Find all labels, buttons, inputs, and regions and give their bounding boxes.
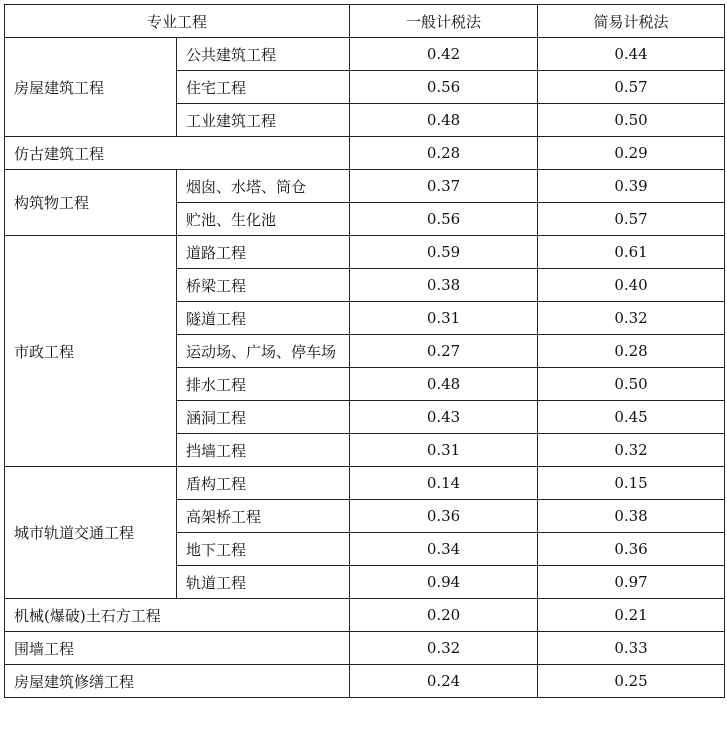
simple-rate-cell: 0.40 — [538, 269, 725, 302]
general-rate-cell: 0.14 — [350, 467, 538, 500]
subcategory-cell: 排水工程 — [177, 368, 350, 401]
subcategory-cell: 高架桥工程 — [177, 500, 350, 533]
subcategory-cell: 公共建筑工程 — [177, 38, 350, 71]
general-rate-cell: 0.24 — [350, 665, 538, 698]
general-rate-cell: 0.59 — [350, 236, 538, 269]
general-rate-cell: 0.56 — [350, 71, 538, 104]
table-row — [5, 170, 725, 203]
simple-rate-cell: 0.45 — [538, 401, 725, 434]
general-rate-cell: 0.37 — [350, 170, 538, 203]
subcategory-cell: 烟囱、水塔、筒仓 — [177, 170, 350, 203]
category-cell: 城市轨道交通工程 — [5, 467, 177, 599]
header-category: 专业工程 — [5, 5, 350, 38]
table-row — [5, 467, 725, 500]
general-rate-cell: 0.94 — [350, 566, 538, 599]
category-cell: 房屋建筑修缮工程 — [5, 665, 350, 698]
table-row — [5, 236, 725, 269]
general-rate-cell: 0.48 — [350, 368, 538, 401]
simple-rate-cell: 0.21 — [538, 599, 725, 632]
simple-rate-cell: 0.61 — [538, 236, 725, 269]
subcategory-cell: 挡墙工程 — [177, 434, 350, 467]
simple-rate-cell: 0.36 — [538, 533, 725, 566]
general-rate-cell: 0.36 — [350, 500, 538, 533]
simple-rate-cell: 0.25 — [538, 665, 725, 698]
simple-rate-cell: 0.28 — [538, 335, 725, 368]
general-rate-cell: 0.28 — [350, 137, 538, 170]
general-rate-cell: 0.48 — [350, 104, 538, 137]
subcategory-cell: 道路工程 — [177, 236, 350, 269]
subcategory-cell: 桥梁工程 — [177, 269, 350, 302]
header-general-tax: 一般计税法 — [350, 5, 538, 38]
simple-rate-cell: 0.97 — [538, 566, 725, 599]
simple-rate-cell: 0.57 — [538, 203, 725, 236]
general-rate-cell: 0.32 — [350, 632, 538, 665]
table-row — [5, 38, 725, 71]
simple-rate-cell: 0.32 — [538, 302, 725, 335]
simple-rate-cell: 0.38 — [538, 500, 725, 533]
general-rate-cell: 0.27 — [350, 335, 538, 368]
simple-rate-cell: 0.32 — [538, 434, 725, 467]
general-rate-cell: 0.56 — [350, 203, 538, 236]
subcategory-cell: 工业建筑工程 — [177, 104, 350, 137]
subcategory-cell: 地下工程 — [177, 533, 350, 566]
subcategory-cell: 轨道工程 — [177, 566, 350, 599]
general-rate-cell: 0.34 — [350, 533, 538, 566]
subcategory-cell: 盾构工程 — [177, 467, 350, 500]
table-row — [5, 632, 725, 665]
general-rate-cell: 0.42 — [350, 38, 538, 71]
category-cell: 构筑物工程 — [5, 170, 177, 236]
subcategory-cell: 住宅工程 — [177, 71, 350, 104]
table-row — [5, 665, 725, 698]
category-cell: 仿古建筑工程 — [5, 137, 350, 170]
simple-rate-cell: 0.33 — [538, 632, 725, 665]
simple-rate-cell: 0.29 — [538, 137, 725, 170]
general-rate-cell: 0.31 — [350, 434, 538, 467]
subcategory-cell: 隧道工程 — [177, 302, 350, 335]
general-rate-cell: 0.31 — [350, 302, 538, 335]
simple-rate-cell: 0.15 — [538, 467, 725, 500]
subcategory-cell: 涵洞工程 — [177, 401, 350, 434]
rate-table — [4, 4, 725, 698]
general-rate-cell: 0.20 — [350, 599, 538, 632]
table-row — [5, 137, 725, 170]
header-row — [5, 5, 725, 38]
subcategory-cell: 贮池、生化池 — [177, 203, 350, 236]
simple-rate-cell: 0.57 — [538, 71, 725, 104]
category-cell: 机械(爆破)土石方工程 — [5, 599, 350, 632]
general-rate-cell: 0.43 — [350, 401, 538, 434]
simple-rate-cell: 0.50 — [538, 368, 725, 401]
header-simple-tax: 简易计税法 — [538, 5, 725, 38]
general-rate-cell: 0.38 — [350, 269, 538, 302]
category-cell: 市政工程 — [5, 236, 177, 467]
subcategory-cell: 运动场、广场、停车场 — [177, 335, 350, 368]
simple-rate-cell: 0.44 — [538, 38, 725, 71]
category-cell: 房屋建筑工程 — [5, 38, 177, 137]
simple-rate-cell: 0.39 — [538, 170, 725, 203]
table-row — [5, 599, 725, 632]
simple-rate-cell: 0.50 — [538, 104, 725, 137]
category-cell: 围墙工程 — [5, 632, 350, 665]
